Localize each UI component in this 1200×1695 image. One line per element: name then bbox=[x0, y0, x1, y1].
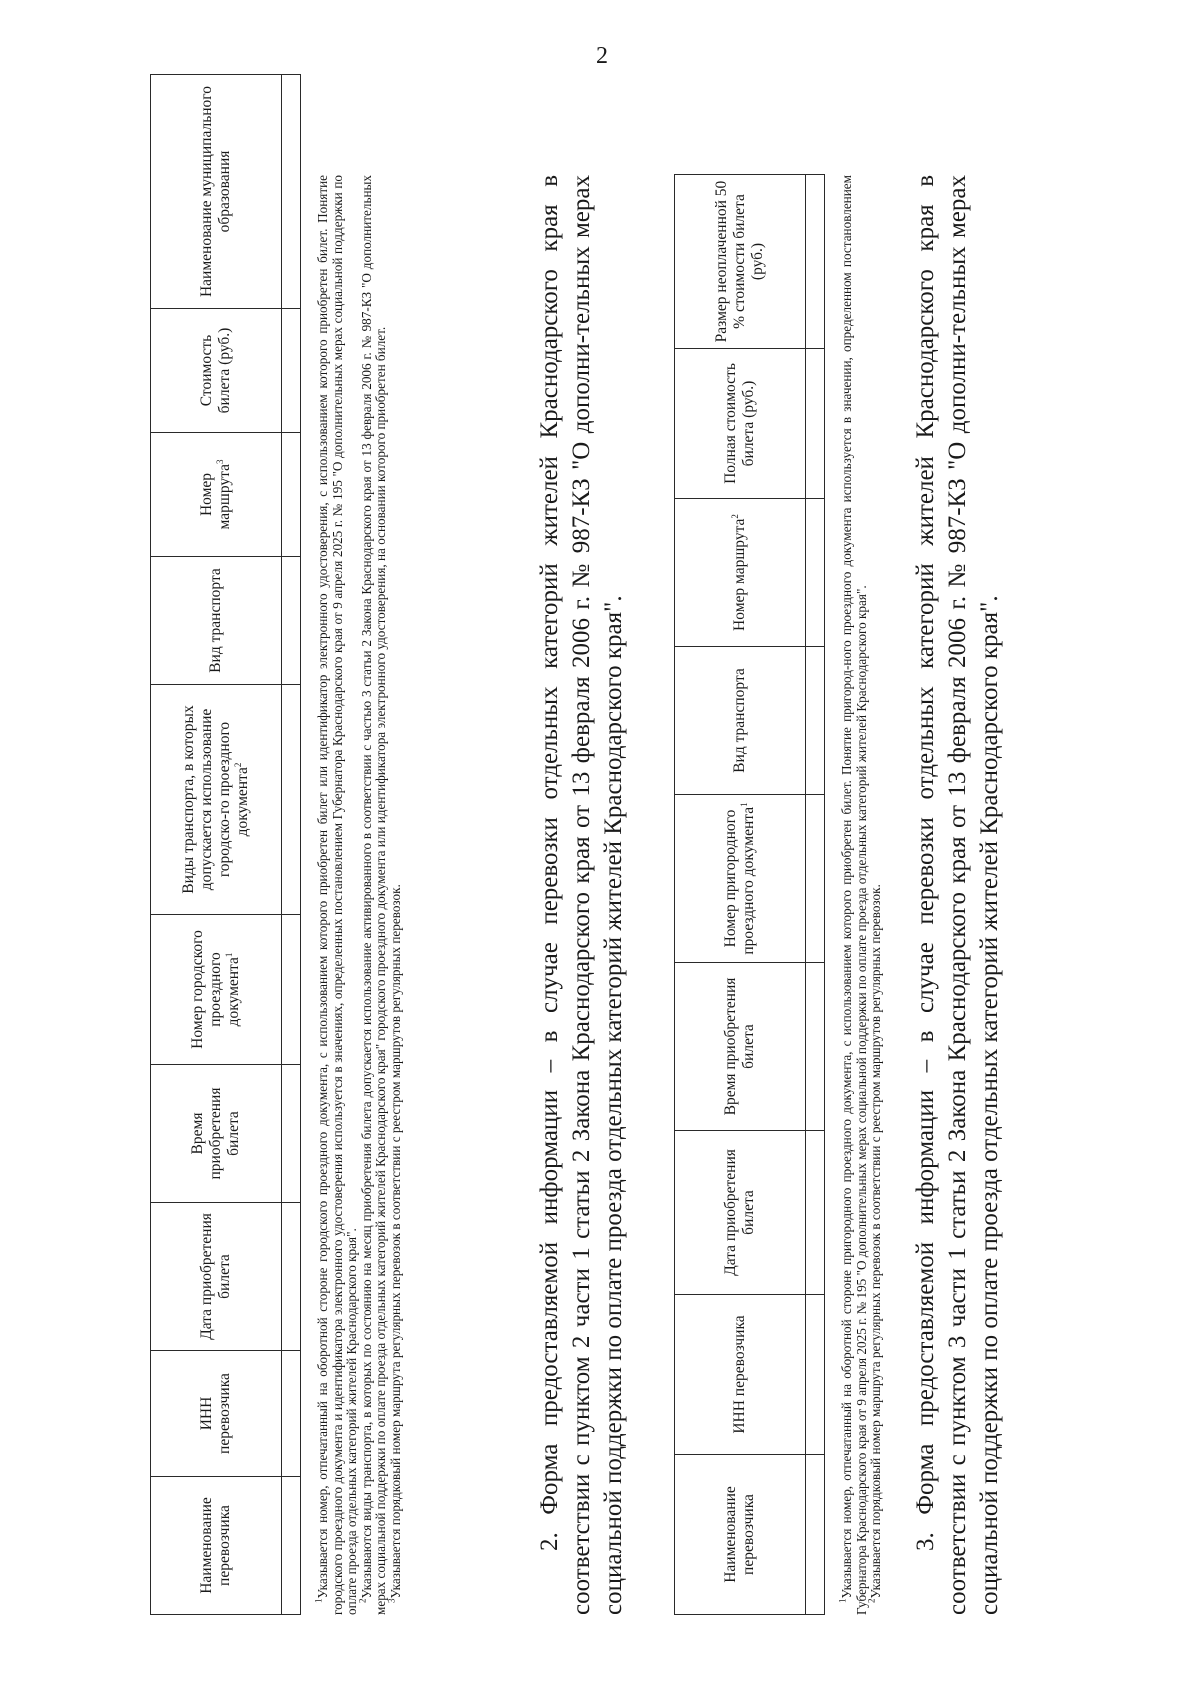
table-cell bbox=[282, 915, 301, 1065]
table-cell bbox=[806, 1131, 825, 1295]
footnotes-1 bbox=[313, 175, 404, 1615]
header-cell: Время приобретения билета bbox=[151, 1065, 282, 1203]
footnotes-2 bbox=[837, 175, 884, 1615]
form1-table bbox=[150, 74, 301, 1615]
table-cell bbox=[806, 1455, 825, 1615]
footnote: $^1$Указывается номер, отпечатанный на оборотной стороне пригородного проездного документа, с использованием которого приобретен билет. Понятие пригород-ного проездного документа используется в значении, определенном постановлением Губернатора Краснодарского края от 9 апреля 2025 г. № 195 "О дополнительных мерах социальной поддержки по оплате проезда отдельных категорий жителей Краснодарского края". bbox=[837, 175, 869, 1615]
header-cell: Номер маршрута$^3$ bbox=[151, 433, 282, 557]
rotated-content bbox=[150, 75, 1010, 1625]
footnote: $^3$Указывается порядковый номер маршрута регулярных перевозок в соответствии с реестром маршрутов регулярных перевозок. bbox=[386, 884, 403, 1603]
header-cell: Размер неоплаченной 50 % стоимости билета (руб.) bbox=[675, 175, 806, 349]
form2-table bbox=[674, 174, 825, 1615]
table-cell bbox=[282, 557, 301, 685]
header-cell: ИНН перевозчика bbox=[151, 1351, 282, 1477]
table-header-row bbox=[675, 175, 806, 1615]
header-cell: Вид транспорта bbox=[675, 647, 806, 795]
section-2-heading: 2. Форма предоставляемой информации – в случае перевозки отдельных категорий жителей Краснодарского края в соответствии с пунктом 2 части 1 статьи 2 Закона Краснодарского края от 13 февраля 2006 г. № 987-КЗ "О дополни-тельных мерах социальной поддержки по оплате проезда отдельных категорий жителей Краснодарского края". bbox=[536, 175, 627, 1615]
header-cell: Виды транспорта, в которых допускается использование городско-го проездного документа$^2$ bbox=[151, 685, 282, 915]
table-cell bbox=[282, 1203, 301, 1351]
table-cell bbox=[282, 685, 301, 915]
table-cell bbox=[282, 1351, 301, 1477]
header-cell: ИНН перевозчика bbox=[675, 1295, 806, 1455]
header-cell: Наименование муниципального образования bbox=[151, 75, 282, 309]
header-cell: Наименование перевозчика bbox=[151, 1477, 282, 1615]
header-cell: Вид транспорта bbox=[151, 557, 282, 685]
table-header-row bbox=[151, 75, 282, 1615]
header-cell: Номер городского проездного документа$^1$ bbox=[151, 915, 282, 1065]
footnote: $^2$Указываются виды транспорта, в которых по состоянию на месяц приобретения билета допускается использование активированного в соответствии с частью 3 статьи 2 Закона Краснодарского края от 13 февраля 2006 г. № 987-КЗ "О дополнительных мерах социальной поддержки по оплате проезда отдельных категорий жителей Краснодарского края" городского проездного документа или идентификатора электронного удостоверения, на основании которого приобретен билет. bbox=[357, 175, 389, 1615]
section-3-heading: 3. Форма предоставляемой информации – в случае перевозки отдельных категорий жителей Краснодарского края в соответствии с пунктом 3 части 1 статьи 2 Закона Краснодарского края от 13 февраля 2006 г. № 987-КЗ "О дополни-тельных мерах социальной поддержки по оплате проезда отдельных категорий жителей Краснодарского края". bbox=[912, 175, 1003, 1615]
footnote: $^1$Указывается номер, отпечатанный на оборотной стороне городского проездного документа, с использованием которого приобретен билет или идентификатор электронного удостоверения, с использованием которого приобретен билет. Понятие городского проездного документа и идентификатора электронного удостоверения используется в значениях, определенных постановлением Губернатора Краснодарского края от 9 апреля 2025 г. № 195 "О дополнительных мерах социальной поддержки по оплате проезда отдельных категорий жителей Краснодарского края". bbox=[313, 175, 360, 1615]
table-row bbox=[282, 75, 301, 1615]
table-cell bbox=[806, 1295, 825, 1455]
header-cell: Номер пригородного проездного документа$^1$ bbox=[675, 795, 806, 963]
header-cell: Полная стоимость билета (руб.) bbox=[675, 349, 806, 499]
header-cell: Номер маршрута$^2$ bbox=[675, 499, 806, 647]
header-cell: Наименование перевозчика bbox=[675, 1455, 806, 1615]
header-cell: Дата приобретения билета bbox=[151, 1203, 282, 1351]
table-cell bbox=[806, 963, 825, 1131]
table-cell bbox=[806, 175, 825, 349]
header-cell: Стоимость билета (руб.) bbox=[151, 309, 282, 433]
table-cell bbox=[806, 647, 825, 795]
table-cell bbox=[806, 499, 825, 647]
table-cell bbox=[282, 1477, 301, 1615]
table-row bbox=[806, 175, 825, 1615]
table-cell bbox=[282, 309, 301, 433]
table-cell bbox=[282, 1065, 301, 1203]
table-cell bbox=[282, 433, 301, 557]
header-cell: Время приобретения билета bbox=[675, 963, 806, 1131]
table-cell bbox=[282, 75, 301, 309]
page-number: 2 bbox=[596, 43, 608, 69]
footnote: $^2$Указывается порядковый номер маршрута регулярных перевозок в соответствии с реестром маршрутов регулярных перевозок. bbox=[866, 884, 884, 1603]
table-cell bbox=[806, 795, 825, 963]
table-cell bbox=[806, 349, 825, 499]
header-cell: Дата приобретения билета bbox=[675, 1131, 806, 1295]
